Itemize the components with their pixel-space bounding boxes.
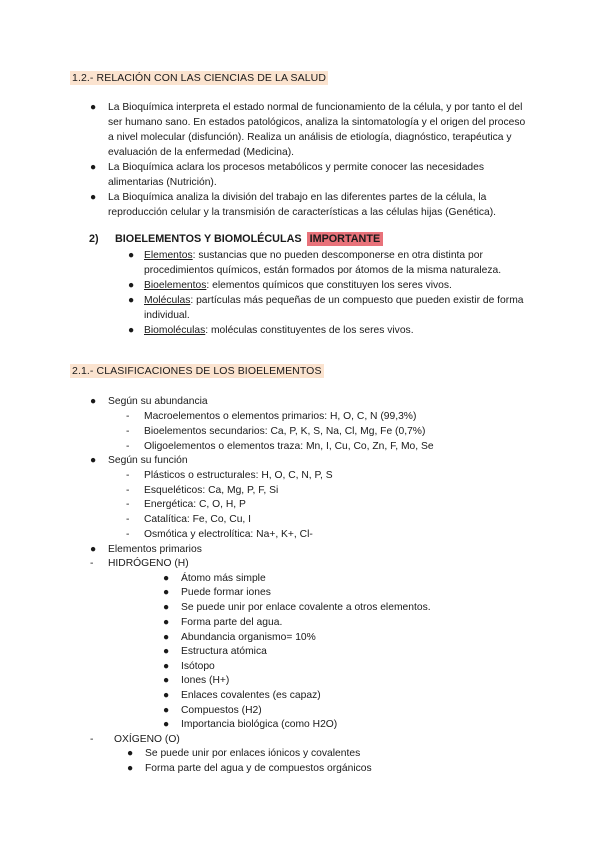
bullet-icon: ● bbox=[127, 748, 134, 759]
dash-icon: - bbox=[126, 514, 130, 525]
list-item: ● Según su función bbox=[90, 455, 188, 466]
list-item: - Oligoelementos o elementos traza: Mn, I, Cu, Co, Zn, F, Mo, Se bbox=[126, 441, 434, 452]
bullet-icon: ● bbox=[90, 455, 97, 466]
section-2-heading: 2) BIOELEMENTOS Y BIOMOLÉCULAS IMPORTANTE bbox=[89, 233, 383, 245]
section-1-2-heading: 1.2.- RELACIÓN CON LAS CIENCIAS DE LA SALUD bbox=[72, 72, 327, 84]
list-item: ● Elementos primarios bbox=[90, 544, 202, 555]
list-item: ● Abundancia organismo= 10% bbox=[163, 632, 316, 643]
list-item: ● Importancia biológica (como H2O) bbox=[163, 719, 338, 730]
bullet-icon: ● bbox=[127, 763, 134, 774]
list-item: - Esqueléticos: Ca, Mg, P, F, Si bbox=[126, 485, 279, 496]
bullet-icon: ● bbox=[128, 325, 135, 336]
bullet-icon: ● bbox=[163, 719, 170, 730]
definition-item: ● Biomoléculas: moléculas constituyentes de los seres vivos. bbox=[128, 325, 414, 336]
list-item: ● La Bioquímica analiza la división del trabajo en las diferentes partes de la célula, la reproducción celular y la transmisión de características a las células hijas (Genética). bbox=[90, 192, 497, 218]
definition-item: ● Bioelementos: elementos químicos que constituyen los seres vivos. bbox=[128, 280, 452, 291]
list-item: - OXÍGENO (O) bbox=[90, 734, 180, 745]
list-item: ● Puede formar iones bbox=[163, 587, 271, 598]
dash-icon: - bbox=[126, 411, 130, 422]
list-item: - HIDRÓGENO (H) bbox=[90, 558, 189, 569]
definitions-list bbox=[128, 248, 528, 338]
bullet-icon: ● bbox=[163, 632, 170, 643]
dash-icon: - bbox=[90, 558, 94, 569]
definition-item: ● Elementos: sustancias que no pueden descomponerse en otra distinta por procedimientos químicos, están formados por átomos de la misma naturaleza. bbox=[128, 250, 502, 276]
list-item: ● Se puede unir por enlace covalente a otros elementos. bbox=[163, 602, 431, 613]
dash-icon: - bbox=[126, 485, 130, 496]
list-item: ● Iones (H+) bbox=[163, 675, 230, 686]
bullet-icon: ● bbox=[163, 646, 170, 657]
bullet-icon: ● bbox=[90, 162, 97, 173]
dash-icon: - bbox=[126, 499, 130, 510]
bullet-icon: ● bbox=[163, 617, 170, 628]
bullet-icon: ● bbox=[163, 602, 170, 613]
list-item: - Bioelementos secundarios: Ca, P, K, S, Na, Cl, Mg, Fe (0,7%) bbox=[126, 426, 426, 437]
dash-icon: - bbox=[126, 529, 130, 540]
section-1-2-list bbox=[90, 100, 530, 220]
bullet-icon: ● bbox=[163, 573, 170, 584]
list-item: ● Isótopo bbox=[163, 661, 215, 672]
list-item: ● Se puede unir por enlaces iónicos y covalentes bbox=[127, 748, 361, 759]
list-item: - Catalítica: Fe, Co, Cu, I bbox=[126, 514, 252, 525]
bullet-icon: ● bbox=[163, 587, 170, 598]
definition-item: ● Moléculas: partículas más pequeñas de un compuesto que pueden existir de forma individual. bbox=[128, 295, 524, 321]
bullet-icon: ● bbox=[163, 705, 170, 716]
important-badge: IMPORTANTE bbox=[307, 232, 384, 246]
bullet-icon: ● bbox=[128, 250, 135, 261]
dash-icon: - bbox=[126, 426, 130, 437]
list-item: - Osmótica y electrolítica: Na+, K+, Cl- bbox=[126, 529, 313, 540]
dash-icon: - bbox=[126, 470, 130, 481]
section-2-1-heading: 2.1.- CLASIFICACIONES DE LOS BIOELEMENTOS bbox=[72, 365, 322, 377]
dash-icon: - bbox=[126, 441, 130, 452]
list-item: ● Compuestos (H2) bbox=[163, 705, 262, 716]
list-item: ● Estructura atómica bbox=[163, 646, 267, 657]
list-item: ● Átomo más simple bbox=[163, 573, 266, 584]
list-item: - Energética: C, O, H, P bbox=[126, 499, 246, 510]
bullet-icon: ● bbox=[90, 544, 97, 555]
bullet-icon: ● bbox=[163, 661, 170, 672]
dash-icon: - bbox=[90, 734, 94, 745]
list-item: ● La Bioquímica aclara los procesos metabólicos y permite conocer las necesidades alimentarias (Nutrición). bbox=[90, 162, 485, 188]
list-item: ● Enlaces covalentes (es capaz) bbox=[163, 690, 321, 701]
bullet-icon: ● bbox=[128, 280, 135, 291]
list-item: ● La Bioquímica interpreta el estado normal de funcionamiento de la célula, y por tanto el del ser humano sano. En estados patológicos, analiza la sintomatología y el origen del proceso a nivel molecular (disfunción). Realiza un análisis de etiología, diagnóstico, terapéutica y evaluación de la enfermedad (Medicina). bbox=[90, 102, 526, 158]
list-item: ● Según su abundancia bbox=[90, 396, 208, 407]
bullet-icon: ● bbox=[163, 675, 170, 686]
bullet-icon: ● bbox=[90, 102, 97, 113]
list-item: ● Forma parte del agua. bbox=[163, 617, 283, 628]
bullet-icon: ● bbox=[128, 295, 135, 306]
list-item: - Macroelementos o elementos primarios: H, O, C, N (99,3%) bbox=[126, 411, 417, 422]
list-item: - Plásticos o estructurales: H, O, C, N, P, S bbox=[126, 470, 333, 481]
list-item: ● Forma parte del agua y de compuestos orgánicos bbox=[127, 763, 372, 774]
bullet-icon: ● bbox=[163, 690, 170, 701]
bullet-icon: ● bbox=[90, 192, 97, 203]
bullet-icon: ● bbox=[90, 396, 97, 407]
